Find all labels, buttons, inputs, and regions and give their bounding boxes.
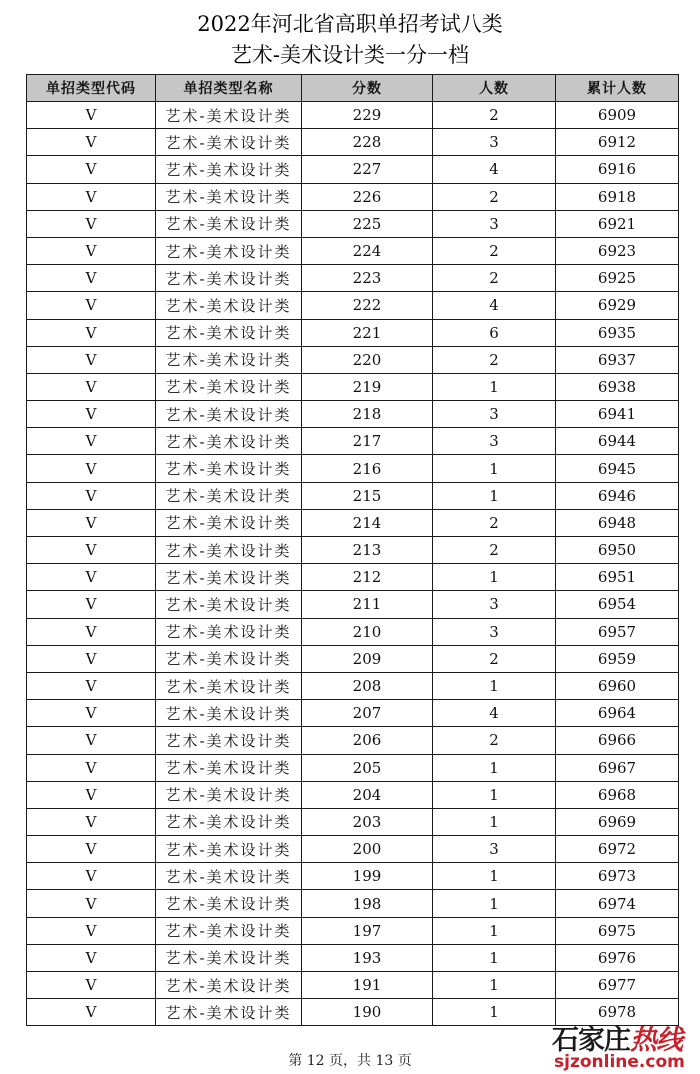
type-code-cell: V bbox=[27, 265, 156, 292]
type-code-cell: V bbox=[27, 672, 156, 699]
count-cell: 4 bbox=[433, 156, 556, 183]
count-cell: 2 bbox=[433, 537, 556, 564]
cumulative-cell: 6954 bbox=[556, 591, 679, 618]
type-name-cell: 艺术-美术设计类 bbox=[156, 156, 302, 183]
count-cell: 1 bbox=[433, 754, 556, 781]
cumulative-cell: 6916 bbox=[556, 156, 679, 183]
type-name-cell: 艺术-美术设计类 bbox=[156, 591, 302, 618]
count-cell: 3 bbox=[433, 210, 556, 237]
type-code-cell: V bbox=[27, 890, 156, 917]
type-code-cell: V bbox=[27, 102, 156, 129]
type-name-cell: 艺术-美术设计类 bbox=[156, 999, 302, 1026]
score-distribution-table bbox=[26, 74, 679, 1026]
score-cell: 203 bbox=[302, 808, 433, 835]
header-cumulative: 累计人数 bbox=[556, 75, 679, 102]
table-row bbox=[27, 700, 679, 727]
type-name-cell: 艺术-美术设计类 bbox=[156, 863, 302, 890]
table-row bbox=[27, 373, 679, 400]
count-cell: 3 bbox=[433, 401, 556, 428]
cumulative-cell: 6946 bbox=[556, 482, 679, 509]
type-code-cell: V bbox=[27, 346, 156, 373]
score-cell: 226 bbox=[302, 183, 433, 210]
cumulative-cell: 6925 bbox=[556, 265, 679, 292]
table-row bbox=[27, 346, 679, 373]
document-subtitle: 艺术-美术设计类一分一档 bbox=[230, 43, 470, 67]
type-name-cell: 艺术-美术设计类 bbox=[156, 618, 302, 645]
table-row bbox=[27, 591, 679, 618]
type-code-cell: V bbox=[27, 863, 156, 890]
count-cell: 1 bbox=[433, 890, 556, 917]
cumulative-cell: 6977 bbox=[556, 972, 679, 999]
cumulative-cell: 6912 bbox=[556, 129, 679, 156]
count-cell: 2 bbox=[433, 509, 556, 536]
type-name-cell: 艺术-美术设计类 bbox=[156, 564, 302, 591]
count-cell: 3 bbox=[433, 129, 556, 156]
table-row bbox=[27, 210, 679, 237]
table-row bbox=[27, 564, 679, 591]
type-name-cell: 艺术-美术设计类 bbox=[156, 972, 302, 999]
count-cell: 3 bbox=[433, 618, 556, 645]
type-code-cell: V bbox=[27, 537, 156, 564]
count-cell: 1 bbox=[433, 672, 556, 699]
cumulative-cell: 6929 bbox=[556, 292, 679, 319]
score-cell: 209 bbox=[302, 645, 433, 672]
score-cell: 205 bbox=[302, 754, 433, 781]
table-row bbox=[27, 482, 679, 509]
type-code-cell: V bbox=[27, 781, 156, 808]
count-cell: 2 bbox=[433, 237, 556, 264]
count-cell: 3 bbox=[433, 428, 556, 455]
cumulative-cell: 6959 bbox=[556, 645, 679, 672]
count-cell: 1 bbox=[433, 455, 556, 482]
type-name-cell: 艺术-美术设计类 bbox=[156, 917, 302, 944]
cumulative-cell: 6975 bbox=[556, 917, 679, 944]
type-name-cell: 艺术-美术设计类 bbox=[156, 700, 302, 727]
count-cell: 1 bbox=[433, 482, 556, 509]
score-cell: 211 bbox=[302, 591, 433, 618]
count-cell: 6 bbox=[433, 319, 556, 346]
type-name-cell: 艺术-美术设计类 bbox=[156, 455, 302, 482]
type-code-cell: V bbox=[27, 156, 156, 183]
count-cell: 2 bbox=[433, 727, 556, 754]
type-code-cell: V bbox=[27, 210, 156, 237]
score-cell: 193 bbox=[302, 944, 433, 971]
cumulative-cell: 6964 bbox=[556, 700, 679, 727]
table-row bbox=[27, 129, 679, 156]
count-cell: 1 bbox=[433, 808, 556, 835]
type-code-cell: V bbox=[27, 373, 156, 400]
score-cell: 199 bbox=[302, 863, 433, 890]
score-cell: 210 bbox=[302, 618, 433, 645]
header-type-code: 单招类型代码 bbox=[27, 75, 156, 102]
table-row bbox=[27, 972, 679, 999]
score-cell: 198 bbox=[302, 890, 433, 917]
table-row bbox=[27, 645, 679, 672]
count-cell: 4 bbox=[433, 700, 556, 727]
cumulative-cell: 6969 bbox=[556, 808, 679, 835]
table-row bbox=[27, 319, 679, 346]
score-cell: 219 bbox=[302, 373, 433, 400]
cumulative-cell: 6948 bbox=[556, 509, 679, 536]
count-cell: 1 bbox=[433, 863, 556, 890]
cumulative-cell: 6950 bbox=[556, 537, 679, 564]
type-name-cell: 艺术-美术设计类 bbox=[156, 102, 302, 129]
type-name-cell: 艺术-美术设计类 bbox=[156, 890, 302, 917]
cumulative-cell: 6966 bbox=[556, 727, 679, 754]
table-row bbox=[27, 156, 679, 183]
type-name-cell: 艺术-美术设计类 bbox=[156, 808, 302, 835]
score-cell: 197 bbox=[302, 917, 433, 944]
type-code-cell: V bbox=[27, 292, 156, 319]
table-row bbox=[27, 401, 679, 428]
header-score: 分数 bbox=[302, 75, 433, 102]
type-code-cell: V bbox=[27, 727, 156, 754]
type-name-cell: 艺术-美术设计类 bbox=[156, 428, 302, 455]
type-code-cell: V bbox=[27, 428, 156, 455]
type-code-cell: V bbox=[27, 972, 156, 999]
count-cell: 1 bbox=[433, 917, 556, 944]
cumulative-cell: 6941 bbox=[556, 401, 679, 428]
type-code-cell: V bbox=[27, 482, 156, 509]
type-name-cell: 艺术-美术设计类 bbox=[156, 537, 302, 564]
type-code-cell: V bbox=[27, 836, 156, 863]
score-cell: 208 bbox=[302, 672, 433, 699]
table-row bbox=[27, 672, 679, 699]
score-cell: 222 bbox=[302, 292, 433, 319]
type-code-cell: V bbox=[27, 618, 156, 645]
score-cell: 224 bbox=[302, 237, 433, 264]
cumulative-cell: 6909 bbox=[556, 102, 679, 129]
type-name-cell: 艺术-美术设计类 bbox=[156, 727, 302, 754]
score-cell: 212 bbox=[302, 564, 433, 591]
count-cell: 3 bbox=[433, 836, 556, 863]
table-row bbox=[27, 836, 679, 863]
type-name-cell: 艺术-美术设计类 bbox=[156, 319, 302, 346]
type-name-cell: 艺术-美术设计类 bbox=[156, 509, 302, 536]
table-row bbox=[27, 183, 679, 210]
type-code-cell: V bbox=[27, 917, 156, 944]
table-row bbox=[27, 455, 679, 482]
type-name-cell: 艺术-美术设计类 bbox=[156, 836, 302, 863]
type-code-cell: V bbox=[27, 401, 156, 428]
table-row bbox=[27, 727, 679, 754]
cumulative-cell: 6978 bbox=[556, 999, 679, 1026]
table-header-row bbox=[27, 75, 679, 102]
table-row bbox=[27, 537, 679, 564]
score-cell: 216 bbox=[302, 455, 433, 482]
type-name-cell: 艺术-美术设计类 bbox=[156, 401, 302, 428]
score-cell: 214 bbox=[302, 509, 433, 536]
type-name-cell: 艺术-美术设计类 bbox=[156, 183, 302, 210]
cumulative-cell: 6945 bbox=[556, 455, 679, 482]
table-row bbox=[27, 292, 679, 319]
table-row bbox=[27, 890, 679, 917]
score-cell: 190 bbox=[302, 999, 433, 1026]
score-cell: 213 bbox=[302, 537, 433, 564]
cumulative-cell: 6960 bbox=[556, 672, 679, 699]
score-cell: 229 bbox=[302, 102, 433, 129]
type-code-cell: V bbox=[27, 808, 156, 835]
cumulative-cell: 6974 bbox=[556, 890, 679, 917]
type-code-cell: V bbox=[27, 319, 156, 346]
score-cell: 227 bbox=[302, 156, 433, 183]
score-cell: 215 bbox=[302, 482, 433, 509]
cumulative-cell: 6951 bbox=[556, 564, 679, 591]
page-footer: 第 12 页，共 13 页 bbox=[288, 1053, 412, 1069]
type-code-cell: V bbox=[27, 509, 156, 536]
cumulative-cell: 6967 bbox=[556, 754, 679, 781]
cumulative-cell: 6968 bbox=[556, 781, 679, 808]
score-cell: 221 bbox=[302, 319, 433, 346]
type-code-cell: V bbox=[27, 645, 156, 672]
type-name-cell: 艺术-美术设计类 bbox=[156, 373, 302, 400]
cumulative-cell: 6937 bbox=[556, 346, 679, 373]
type-code-cell: V bbox=[27, 183, 156, 210]
type-code-cell: V bbox=[27, 944, 156, 971]
type-name-cell: 艺术-美术设计类 bbox=[156, 944, 302, 971]
type-code-cell: V bbox=[27, 455, 156, 482]
table-row bbox=[27, 237, 679, 264]
type-name-cell: 艺术-美术设计类 bbox=[156, 754, 302, 781]
cumulative-cell: 6944 bbox=[556, 428, 679, 455]
cumulative-cell: 6957 bbox=[556, 618, 679, 645]
count-cell: 1 bbox=[433, 972, 556, 999]
score-cell: 206 bbox=[302, 727, 433, 754]
type-name-cell: 艺术-美术设计类 bbox=[156, 781, 302, 808]
cumulative-cell: 6973 bbox=[556, 863, 679, 890]
count-cell: 2 bbox=[433, 183, 556, 210]
score-cell: 225 bbox=[302, 210, 433, 237]
type-name-cell: 艺术-美术设计类 bbox=[156, 645, 302, 672]
header-type-name: 单招类型名称 bbox=[156, 75, 302, 102]
type-name-cell: 艺术-美术设计类 bbox=[156, 237, 302, 264]
score-cell: 223 bbox=[302, 265, 433, 292]
watermark-site-name: 石家庄热线 bbox=[552, 1025, 682, 1056]
cumulative-cell: 6935 bbox=[556, 319, 679, 346]
table-row bbox=[27, 428, 679, 455]
type-code-cell: V bbox=[27, 129, 156, 156]
table-row bbox=[27, 509, 679, 536]
score-cell: 200 bbox=[302, 836, 433, 863]
cumulative-cell: 6938 bbox=[556, 373, 679, 400]
header-count: 人数 bbox=[433, 75, 556, 102]
table-row bbox=[27, 917, 679, 944]
score-cell: 217 bbox=[302, 428, 433, 455]
table-row bbox=[27, 808, 679, 835]
type-code-cell: V bbox=[27, 564, 156, 591]
type-name-cell: 艺术-美术设计类 bbox=[156, 346, 302, 373]
score-cell: 228 bbox=[302, 129, 433, 156]
table-row bbox=[27, 754, 679, 781]
count-cell: 1 bbox=[433, 373, 556, 400]
cumulative-cell: 6918 bbox=[556, 183, 679, 210]
cumulative-cell: 6976 bbox=[556, 944, 679, 971]
type-code-cell: V bbox=[27, 754, 156, 781]
type-code-cell: V bbox=[27, 700, 156, 727]
count-cell: 1 bbox=[433, 564, 556, 591]
cumulative-cell: 6972 bbox=[556, 836, 679, 863]
count-cell: 1 bbox=[433, 944, 556, 971]
count-cell: 2 bbox=[433, 265, 556, 292]
count-cell: 2 bbox=[433, 645, 556, 672]
score-cell: 204 bbox=[302, 781, 433, 808]
cumulative-cell: 6921 bbox=[556, 210, 679, 237]
table-row bbox=[27, 265, 679, 292]
count-cell: 4 bbox=[433, 292, 556, 319]
count-cell: 3 bbox=[433, 591, 556, 618]
watermark-url: sjzonline.com bbox=[554, 1052, 685, 1072]
type-name-cell: 艺术-美术设计类 bbox=[156, 210, 302, 237]
type-name-cell: 艺术-美术设计类 bbox=[156, 129, 302, 156]
type-code-cell: V bbox=[27, 237, 156, 264]
table-row bbox=[27, 102, 679, 129]
table-row bbox=[27, 618, 679, 645]
count-cell: 1 bbox=[433, 781, 556, 808]
score-cell: 191 bbox=[302, 972, 433, 999]
document-title: 2022年河北省高职单招考试八类 bbox=[197, 12, 503, 36]
type-code-cell: V bbox=[27, 999, 156, 1026]
count-cell: 2 bbox=[433, 102, 556, 129]
score-cell: 218 bbox=[302, 401, 433, 428]
site-watermark-logo bbox=[548, 1018, 700, 1074]
type-name-cell: 艺术-美术设计类 bbox=[156, 265, 302, 292]
type-name-cell: 艺术-美术设计类 bbox=[156, 482, 302, 509]
type-code-cell: V bbox=[27, 591, 156, 618]
cumulative-cell: 6923 bbox=[556, 237, 679, 264]
type-name-cell: 艺术-美术设计类 bbox=[156, 292, 302, 319]
table-row bbox=[27, 944, 679, 971]
score-cell: 220 bbox=[302, 346, 433, 373]
table-row bbox=[27, 863, 679, 890]
score-cell: 207 bbox=[302, 700, 433, 727]
type-name-cell: 艺术-美术设计类 bbox=[156, 672, 302, 699]
count-cell: 2 bbox=[433, 346, 556, 373]
count-cell: 1 bbox=[433, 999, 556, 1026]
table-row bbox=[27, 781, 679, 808]
